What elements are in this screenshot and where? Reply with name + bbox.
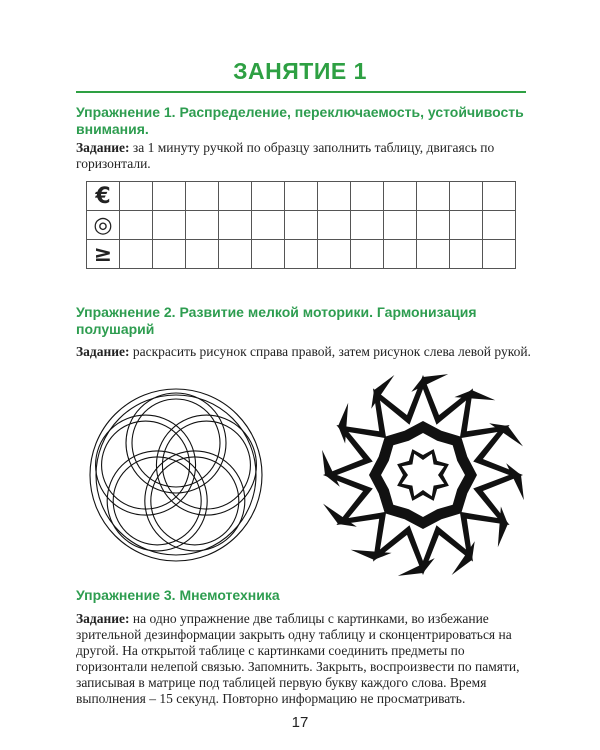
page-title: ЗАНЯТИЕ 1: [233, 58, 367, 84]
symbol-table: [86, 181, 516, 269]
blank-cell[interactable]: [384, 182, 417, 211]
blank-cell[interactable]: [252, 240, 285, 269]
blank-cell[interactable]: [483, 211, 516, 240]
thorn: [322, 450, 340, 487]
symbol-row: [87, 240, 516, 269]
blank-cell[interactable]: [450, 182, 483, 211]
exercise-2-task: [76, 344, 531, 360]
blank-cell[interactable]: [285, 211, 318, 240]
blank-cell[interactable]: [186, 240, 219, 269]
rosette-outer-ring: [90, 389, 262, 561]
exercise-2-task-text: раскрасить рисунок справа правой, затем рисунок слева левой рукой.: [129, 344, 531, 359]
exercise-1-task: [76, 140, 531, 172]
blank-cell[interactable]: [153, 240, 186, 269]
exercise-1-task-label: Задание:: [76, 140, 130, 155]
symbol-row: [87, 182, 516, 211]
thorn: [398, 558, 435, 576]
blank-cell[interactable]: [252, 182, 285, 211]
exercise-1-heading: Упражнение 1. Распределение, переключаемость, устойчивость внимания.: [76, 104, 524, 137]
exercise-3-task-text: на одно упражнение две таблицы с картинками, во избежание зрительной дезинформации закрыть одну таблицу и сконцентрироваться на другой. На открытой таблице с картинками соединить предметы по горизонтали нелепой связью. Запомнить. Закрыть, воспроизвести по памяти, записывая в матрице под таблицей первую букву каждого слова. Время выполнения – 15 секунд. Повторно информацию не просматривать.: [76, 611, 520, 706]
blank-cell[interactable]: [417, 182, 450, 211]
rosette-outer-ring: [96, 395, 256, 555]
blank-cell[interactable]: [384, 211, 417, 240]
blank-cell[interactable]: [219, 240, 252, 269]
sample-symbol: ◎: [87, 211, 120, 240]
thorn: [506, 463, 524, 500]
sample-symbol: €: [87, 182, 120, 211]
blank-cell[interactable]: [285, 182, 318, 211]
rosette-petal-circle: [107, 451, 207, 551]
blank-cell[interactable]: [351, 211, 384, 240]
middle-ring: [369, 421, 477, 529]
blank-cell[interactable]: [318, 211, 351, 240]
blank-cell[interactable]: [450, 240, 483, 269]
exercise-1-task-text: за 1 минуту ручкой по образцу заполнить таблицу, двигаясь по горизонтали.: [76, 140, 495, 171]
title-divider: [76, 91, 526, 93]
rosette-petal-circle: [132, 399, 220, 487]
blank-cell[interactable]: [318, 240, 351, 269]
thorn: [411, 374, 448, 392]
blank-cell[interactable]: [219, 211, 252, 240]
exercise-2-heading: Упражнение 2. Развитие мелкой моторики. Гармонизация полушарий: [76, 304, 477, 337]
rosette-figure: [86, 385, 266, 565]
blank-cell[interactable]: [120, 182, 153, 211]
exercise-3-heading: Упражнение 3. Мнемотехника: [76, 587, 280, 603]
exercise-3-task: [76, 611, 531, 707]
outer-star-band: [323, 375, 523, 575]
blank-cell[interactable]: [450, 211, 483, 240]
blank-cell[interactable]: [351, 240, 384, 269]
thorn-star-figure: [318, 370, 528, 580]
blank-cell[interactable]: [351, 182, 384, 211]
blank-cell[interactable]: [219, 182, 252, 211]
blank-cell[interactable]: [153, 211, 186, 240]
sample-symbol: ≥: [87, 240, 120, 269]
blank-cell[interactable]: [285, 240, 318, 269]
blank-cell[interactable]: [483, 240, 516, 269]
blank-cell[interactable]: [384, 240, 417, 269]
symbol-row: [87, 211, 516, 240]
rosette-petal-circle: [126, 393, 226, 493]
rosette-petal-circle: [96, 415, 196, 515]
exercise-3-task-label: Задание:: [76, 611, 130, 626]
inner-star: [397, 449, 449, 501]
rosette-petal-circle: [145, 451, 245, 551]
blank-cell[interactable]: [186, 211, 219, 240]
exercise-2-task-label: Задание:: [76, 344, 130, 359]
blank-cell[interactable]: [153, 182, 186, 211]
blank-cell[interactable]: [417, 240, 450, 269]
blank-cell[interactable]: [120, 240, 153, 269]
blank-cell[interactable]: [483, 182, 516, 211]
blank-cell[interactable]: [186, 182, 219, 211]
blank-cell[interactable]: [417, 211, 450, 240]
blank-cell[interactable]: [120, 211, 153, 240]
blank-cell[interactable]: [318, 182, 351, 211]
blank-cell[interactable]: [252, 211, 285, 240]
page-number: 17: [291, 714, 309, 731]
